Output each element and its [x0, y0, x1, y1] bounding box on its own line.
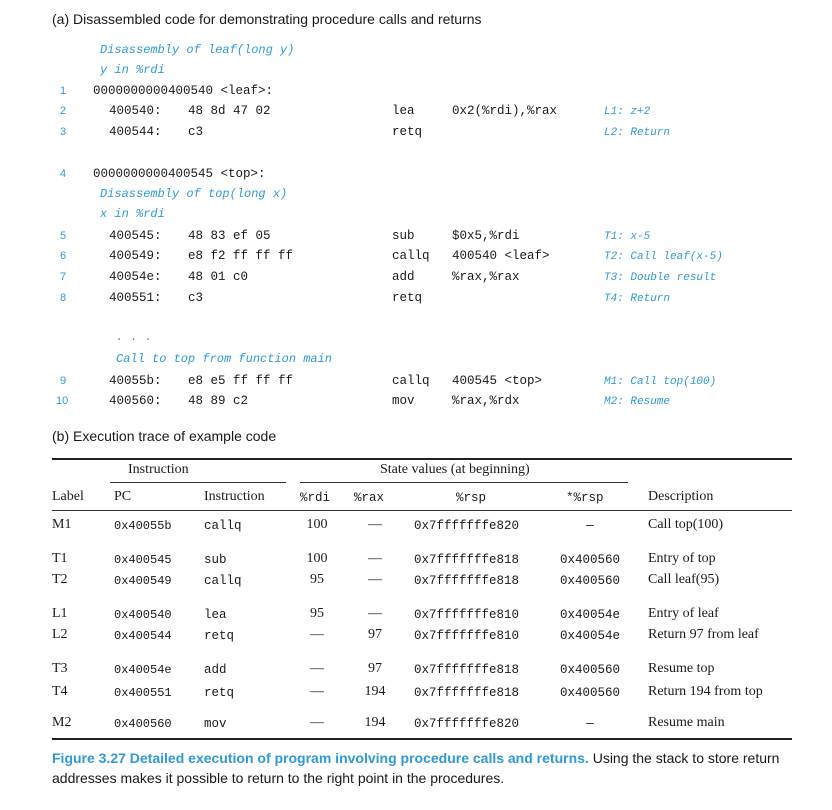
line-number: 4: [60, 168, 67, 180]
cell-instruction: sub: [204, 553, 227, 567]
code-address: 400545:: [109, 229, 162, 243]
cell-rsp: 0x7fffffffe818: [414, 686, 520, 700]
cell-rdi: 100: [306, 517, 328, 532]
cell-star-rsp: —: [586, 519, 594, 533]
code-bytes: e8 e5 ff ff ff: [188, 374, 294, 388]
code-op: lea: [392, 104, 415, 118]
line-number: 5: [60, 230, 67, 242]
cell-instruction: mov: [204, 717, 227, 731]
col-header-rdi: %rdi: [300, 491, 331, 505]
cell-rax: —: [368, 572, 382, 587]
code-bytes: 48 8d 47 02: [188, 104, 271, 118]
figure-caption: [52, 748, 812, 788]
cell-pc: 0x40055b: [114, 519, 172, 533]
code-note: T4: Return: [604, 293, 671, 305]
code-bytes: c3: [188, 125, 204, 139]
table-top-rule: [52, 458, 792, 460]
line-number: 7: [60, 271, 67, 283]
cell-pc: 0x40054e: [114, 663, 172, 677]
line-number: 8: [60, 292, 67, 304]
cell-star-rsp: 0x400560: [559, 574, 620, 588]
cell-label: T3: [52, 661, 68, 676]
group-header-instruction: Instruction: [128, 462, 189, 477]
code-note: M2: Resume: [604, 396, 671, 408]
cell-description: Return 97 from leaf: [648, 627, 759, 642]
cell-rax: —: [368, 551, 382, 566]
cell-star-rsp: 0x400560: [559, 553, 620, 567]
leaf-comment-1: Disassembly of leaf(long y): [100, 43, 295, 57]
code-address: 400560:: [109, 394, 162, 408]
code-bytes: e8 f2 ff ff ff: [188, 249, 294, 263]
code-args: %rax,%rdx: [452, 394, 520, 408]
cell-description: Resume top: [648, 661, 715, 676]
cell-label: M2: [52, 715, 72, 730]
table-bottom-rule: [52, 738, 792, 740]
part-a-heading: (a) Disassembled code for demonstrating procedure calls and returns: [52, 11, 482, 27]
cell-rdi: 100: [306, 551, 328, 566]
cell-rsp: 0x7fffffffe810: [414, 629, 520, 643]
line-number: 1: [60, 85, 67, 97]
cell-instruction: add: [204, 663, 227, 677]
cell-pc: 0x400549: [114, 574, 172, 588]
cell-rax: —: [368, 517, 382, 532]
col-header-label: Label: [52, 489, 84, 504]
cell-rdi: 95: [310, 606, 324, 621]
code-bytes: 48 89 c2: [188, 394, 249, 408]
line-number: 3: [60, 126, 67, 138]
cell-instruction: lea: [204, 608, 227, 622]
cell-rdi: —: [310, 715, 324, 730]
cell-rax: 194: [364, 684, 386, 699]
code-args: 400545 <top>: [452, 374, 543, 388]
line-number: 9: [60, 375, 67, 387]
cell-star-rsp: 0x400560: [559, 663, 620, 677]
leaf-comment-2: y in %rdi: [100, 63, 165, 77]
cell-rsp: 0x7fffffffe818: [414, 553, 520, 567]
code-op: callq: [392, 249, 430, 263]
cell-star-rsp: 0x400560: [559, 686, 620, 700]
cell-description: Resume main: [648, 715, 725, 730]
cell-rax: —: [368, 606, 382, 621]
code-bytes: 48 01 c0: [188, 270, 249, 284]
code-op: retq: [392, 125, 423, 139]
cell-description: Return 194 from top: [648, 684, 763, 699]
cell-star-rsp: —: [586, 717, 594, 731]
top-comment-1: Disassembly of top(long x): [100, 187, 288, 201]
cell-label: L2: [52, 627, 68, 642]
ellipsis: . . .: [116, 330, 153, 344]
cell-instruction: callq: [204, 519, 242, 533]
cell-rsp: 0x7fffffffe810: [414, 608, 520, 622]
code-op: callq: [392, 374, 430, 388]
code-address: 40054e:: [109, 270, 162, 284]
code-address: 400551:: [109, 291, 162, 305]
cell-pc: 0x400544: [114, 629, 172, 643]
cell-description: Call top(100): [648, 517, 724, 532]
cell-rdi: —: [310, 684, 324, 699]
main-comment: Call to top from function main: [116, 352, 333, 366]
code-label: 0000000000400545 <top>:: [93, 167, 266, 181]
cell-description: Call leaf(95): [648, 572, 720, 587]
code-address: 40055b:: [109, 374, 162, 388]
cell-label: T4: [52, 684, 68, 699]
line-number: 10: [56, 395, 69, 407]
cell-pc: 0x400551: [114, 686, 172, 700]
cell-rsp: 0x7fffffffe820: [414, 519, 520, 533]
code-address: 400540:: [109, 104, 162, 118]
code-args: $0x5,%rdi: [452, 229, 520, 243]
code-note: L2: Return: [604, 127, 671, 139]
cell-rdi: —: [310, 661, 324, 676]
line-number: 2: [60, 105, 67, 117]
code-args: 400540 <leaf>: [452, 249, 550, 263]
cell-star-rsp: 0x40054e: [559, 608, 620, 622]
cell-instruction: retq: [204, 629, 235, 643]
code-note: M1: Call top(100): [604, 376, 717, 388]
cell-pc: 0x400540: [114, 608, 172, 622]
cell-instruction: callq: [204, 574, 242, 588]
caption-title: Figure 3.27 Detailed execution of program involving procedure calls and returns.: [52, 750, 589, 766]
cell-rax: 194: [364, 715, 386, 730]
col-header-description: Description: [648, 489, 714, 504]
cell-description: Entry of top: [648, 551, 716, 566]
code-address: 400544:: [109, 125, 162, 139]
caption-text: Using the stack to store return addresses makes it possible to return to the right point in the procedures.: [52, 750, 780, 786]
group-rule-state: [300, 482, 628, 483]
cell-rdi: —: [310, 627, 324, 642]
cell-label: T1: [52, 551, 68, 566]
code-note: T1: x-5: [604, 231, 651, 243]
cell-pc: 0x400560: [114, 717, 172, 731]
cell-rsp: 0x7fffffffe818: [414, 574, 520, 588]
code-bytes: 48 83 ef 05: [188, 229, 271, 243]
code-bytes: c3: [188, 291, 204, 305]
cell-rdi: 95: [310, 572, 324, 587]
part-b-heading: (b) Execution trace of example code: [52, 428, 277, 444]
group-rule-instruction: [110, 482, 286, 483]
code-note: L1: z+2: [604, 106, 651, 118]
code-args: %rax,%rax: [452, 270, 520, 284]
header-bottom-rule: [52, 510, 792, 511]
code-op: add: [392, 270, 415, 284]
code-label: 0000000000400540 <leaf>:: [93, 84, 274, 98]
code-op: mov: [392, 394, 415, 408]
cell-star-rsp: 0x40054e: [559, 629, 620, 643]
cell-rax: 97: [368, 661, 382, 676]
cell-label: T2: [52, 572, 68, 587]
line-number: 6: [60, 250, 67, 262]
code-op: retq: [392, 291, 423, 305]
cell-rsp: 0x7fffffffe820: [414, 717, 520, 731]
cell-label: M1: [52, 517, 72, 532]
top-comment-2: x in %rdi: [100, 207, 165, 221]
cell-rax: 97: [368, 627, 382, 642]
cell-label: L1: [52, 606, 68, 621]
cell-instruction: retq: [204, 686, 235, 700]
code-address: 400549:: [109, 249, 162, 263]
group-header-state: State values (at beginning): [380, 462, 530, 477]
col-header-star-rsp: *%rsp: [566, 491, 604, 505]
code-note: T3: Double result: [604, 272, 717, 284]
cell-rsp: 0x7fffffffe818: [414, 663, 520, 677]
col-header-rax: %rax: [354, 491, 385, 505]
cell-description: Entry of leaf: [648, 606, 719, 621]
col-header-instruction: Instruction: [204, 489, 265, 504]
cell-pc: 0x400545: [114, 553, 172, 567]
code-note: T2: Call leaf(x-5): [604, 251, 723, 263]
col-header-pc: PC: [114, 489, 132, 504]
col-header-rsp: %rsp: [456, 491, 487, 505]
code-args: 0x2(%rdi),%rax: [452, 104, 558, 118]
code-op: sub: [392, 229, 415, 243]
